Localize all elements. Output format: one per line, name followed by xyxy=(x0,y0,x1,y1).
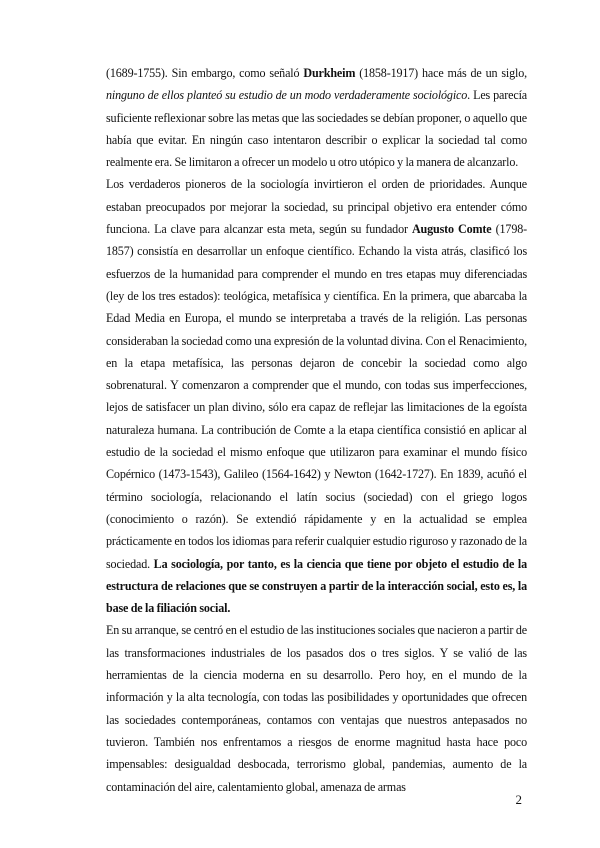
paragraph-1-part-c: (1858-1917) hace más de un siglo, xyxy=(355,66,527,80)
paragraph-2-part-c: (1798-1857) consistía en desarrollar un enfoque científico. Echando la vista atrás, clasificó los esfuerzos de la humanidad para comprender el mundo en tres etapas muy diferenciadas (ley de los tres estados): teológica, metafísica y científica. En la primera, que abarcaba la Edad Media en Europa, el mundo se interpretaba a través de la religión. Las personas consideraban la sociedad como una expresión de la voluntad divina. Con el Renacimiento, en la etapa metafísica, las personas dejaron de concebir la sociedad como algo sobrenatural. Y comenzaron a comprender que el mundo, con todas sus imperfecciones, lejos de satisfacer un plan divino, sólo era capaz de reflejar las limitaciones de la egoísta naturaleza humana. La contribución de Comte a la etapa científica consistió en aplicar al estudio de la sociedad el mismo enfoque que utilizaron para examinar el mundo físico Copérnico (1473-1543), Galileo (1564-1642) y Newton (1642-1727). En 1839, acuñó el término sociología, relacionando el latín socius (sociedad) con el griego logos (conocimiento o razón). Se extendió rápidamente y en la actualidad se emplea prácticamente en todos los idiomas para referir cualquier estudio riguroso y razonado de la sociedad. xyxy=(106,222,527,571)
paragraph-2-part-a: Los verdaderos pioneros de la sociología invirtieron el orden de prioridades. Aunque estaban preocupados por mejorar la sociedad, su principal objetivo era entender cómo funciona. La clave para alcanzar esta meta, según su fundador xyxy=(106,177,527,237)
paragraph-1-part-e: . Les parecía suficiente reflexionar sobre las metas que las sociedades se debían proponer, o aquello que había que evitar. En ningún caso intentaron describir o explicar la sociedad tal como realmente era. Se limitaron a ofrecer un modelo u otro utópico y la manera de alcanzarlo. xyxy=(106,88,528,170)
paragraph-2 xyxy=(106,173,527,619)
sociology-definition: La sociología, por tanto, es la ciencia que tiene por objeto el estudio de la estructura de relaciones que se construyen a partir de la interacción social, esto es, la base de la filiación social. xyxy=(106,556,527,616)
paragraph-3-part-a: En su arranque, se centró en el estudio de las instituciones sociales que nacieron a partir de las transformaciones industriales de los pasados dos o tres siglos. Y se valió de las herramientas de la ciencia moderna en su desarrollo. Pero hoy, en el mundo de la información y la alta tecnología, con todas las posibilidades y oportunidades que ofrecen las sociedades contemporáneas, contamos con ventajas que nuestros antepasados no tuvieron. También nos enfrentamos a riesgos de enorme magnitud hasta hace poco impensables: desigualdad desbocada, terrorismo global, pandemias, aumento de la contaminación del aire, calentamiento global, amenaza de armas xyxy=(106,623,527,794)
italic-quote: ninguno de ellos planteó su estudio de un modo verdaderamente sociológico xyxy=(106,88,468,103)
paragraph-1-part-a: (1689-1755). Sin embargo, como señaló xyxy=(106,66,304,80)
paragraph-3 xyxy=(106,619,527,797)
author-name-durkheim: Durkheim xyxy=(303,66,356,80)
paragraph-1 xyxy=(106,62,527,173)
page-number: 2 xyxy=(515,792,522,807)
body-text xyxy=(106,62,527,798)
author-name-comte: Augusto Comte xyxy=(411,222,492,237)
